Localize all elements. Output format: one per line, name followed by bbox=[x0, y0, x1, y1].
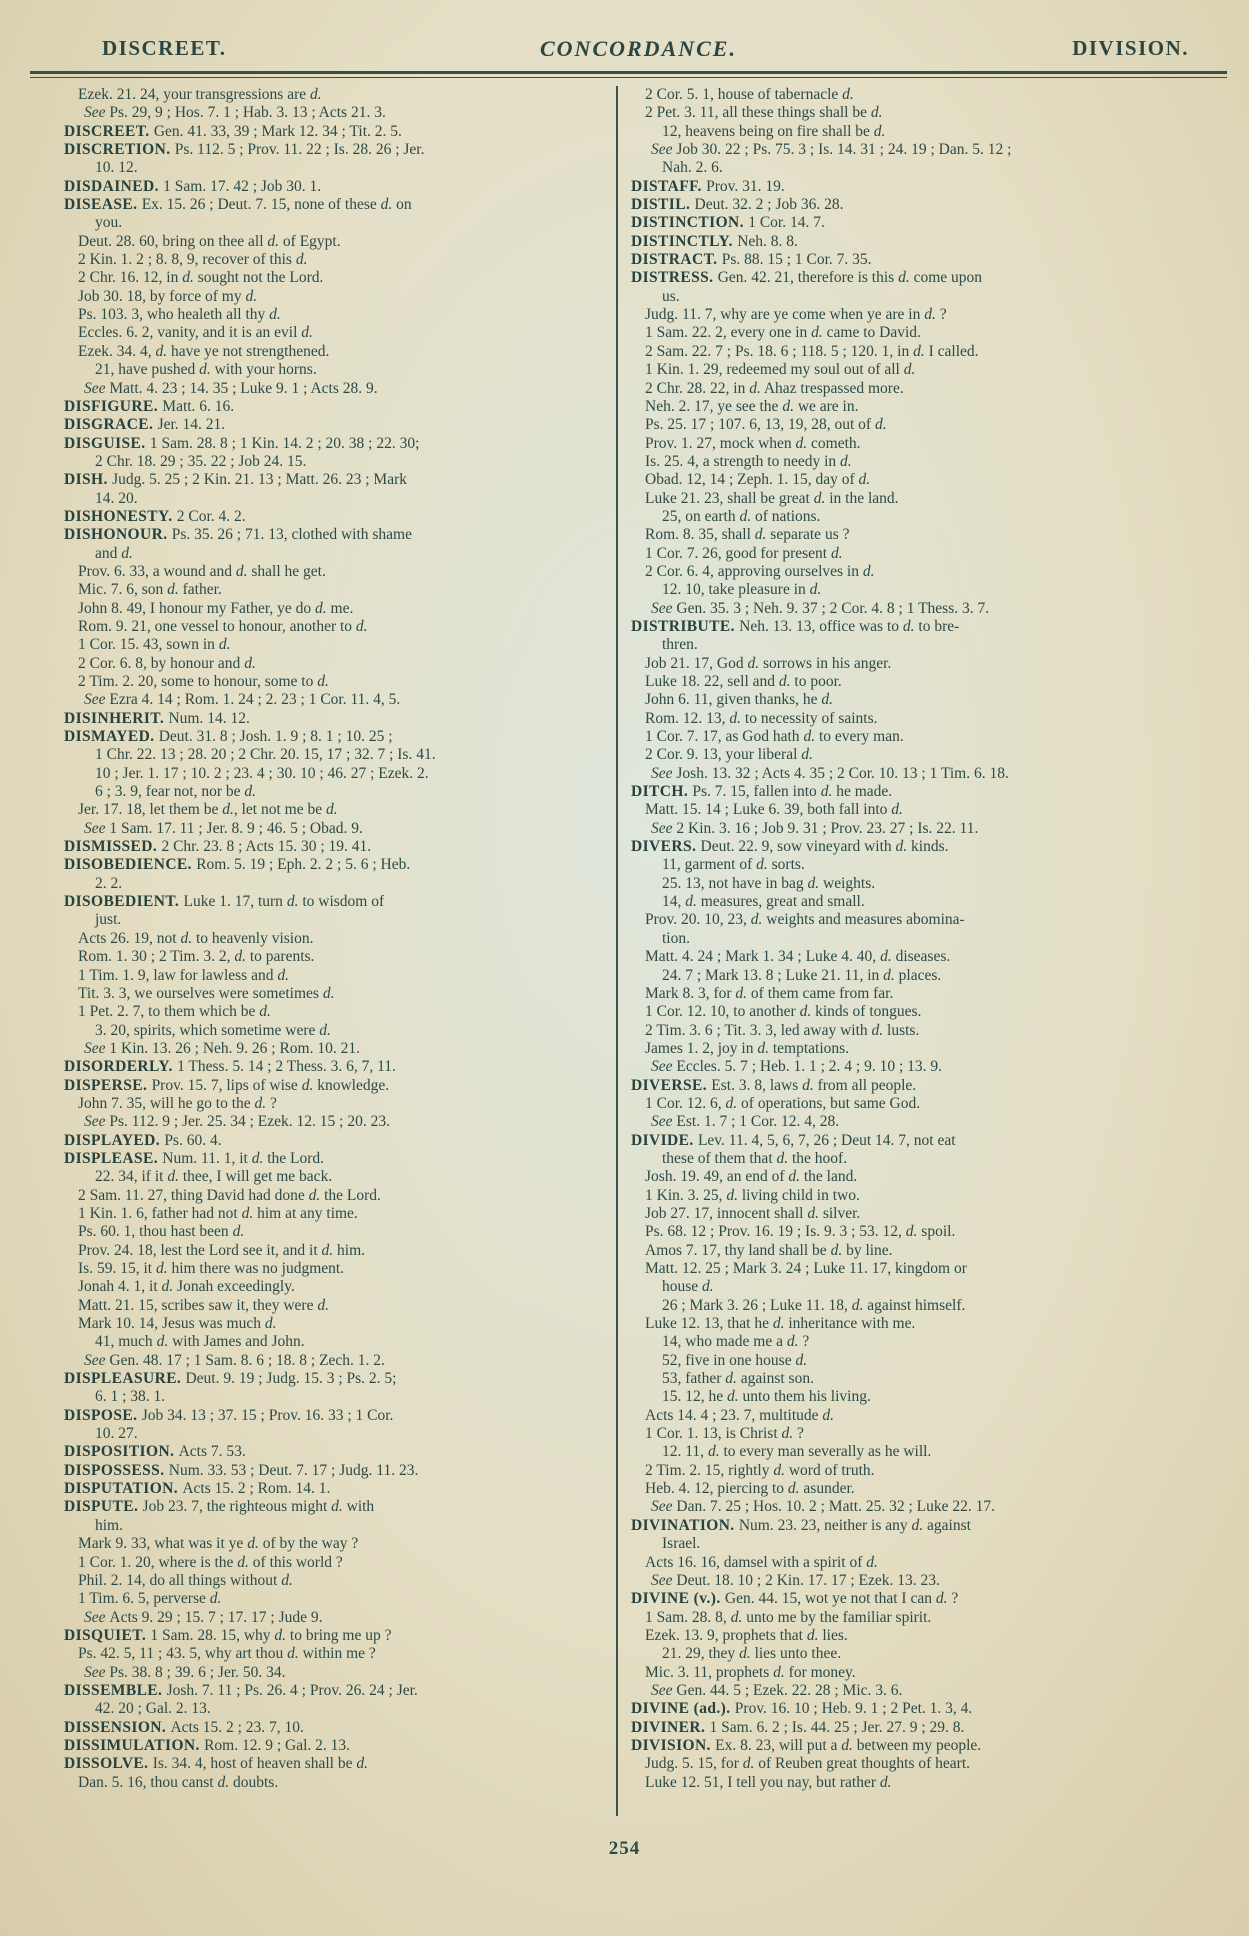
concordance-line: Acts 14. 4 ; 23. 7, multitude d. bbox=[645, 1406, 835, 1424]
concordance-line: Amos 7. 17, thy land shall be d. by line. bbox=[645, 1241, 893, 1259]
headword: DISPERSE. bbox=[64, 1076, 152, 1094]
concordance-line: DISTINCTION. 1 Cor. 14. 7. bbox=[631, 214, 825, 232]
concordance-line: DISOBEDIENT. Luke 1. 17, turn d. to wisdom of bbox=[64, 893, 385, 911]
concordance-line: Job 27. 17, innocent shall d. silver. bbox=[645, 1204, 861, 1222]
headword: DIVERS. bbox=[631, 838, 701, 856]
concordance-line: 52, five in one house d. bbox=[662, 1351, 808, 1369]
headword: DISOBEDIENT. bbox=[64, 893, 184, 911]
concordance-line: Acts 16. 16, damsel with a spirit of d. bbox=[645, 1553, 878, 1571]
concordance-line: See Deut. 18. 10 ; 2 Kin. 17. 17 ; Ezek. 13. 23. bbox=[651, 1571, 940, 1589]
concordance-line: 1 Kin. 1. 29, redeemed my soul out of all d. bbox=[645, 361, 916, 379]
concordance-line: 2 Chr. 16. 12, in d. sought not the Lord. bbox=[78, 269, 324, 287]
concordance-line: Tit. 3. 3, we ourselves were sometimes d. bbox=[78, 984, 335, 1002]
headword: DISMAYED. bbox=[64, 728, 159, 746]
concordance-line: 1 Cor. 15. 43, sown in d. bbox=[78, 636, 231, 654]
concordance-line: Prov. 20. 10, 23, d. weights and measures abomina- bbox=[645, 911, 965, 929]
headword: DISHONOUR. bbox=[64, 526, 172, 544]
headword: DISSEMBLE. bbox=[64, 1681, 167, 1699]
concordance-line: See Eccles. 5. 7 ; Heb. 1. 1 ; 2. 4 ; 9. 10 ; 13. 9. bbox=[651, 1058, 943, 1076]
concordance-line: Neh. 2. 17, ye see the d. we are in. bbox=[645, 397, 859, 415]
concordance-line: Mic. 7. 6, son d. father. bbox=[78, 581, 222, 599]
concordance-line: house d. bbox=[662, 1278, 714, 1296]
concordance-line: 1 Cor. 7. 26, good for present d. bbox=[645, 544, 843, 562]
concordance-line: See Matt. 4. 23 ; 14. 35 ; Luke 9. 1 ; Acts 28. 9. bbox=[84, 379, 378, 397]
concordance-line: DISPUTATION. Acts 15. 2 ; Rom. 14. 1. bbox=[64, 1480, 331, 1498]
concordance-line: See Ps. 29, 9 ; Hos. 7. 1 ; Hab. 3. 13 ; Acts 21. 3. bbox=[84, 104, 386, 122]
left-column bbox=[64, 86, 610, 1816]
concordance-line: DISHONESTY. 2 Cor. 4. 2. bbox=[64, 507, 246, 525]
concordance-line: 11, garment of d. sorts. bbox=[662, 856, 805, 874]
concordance-line: See Gen. 48. 17 ; 1 Sam. 8. 6 ; 18. 8 ; Zech. 1. 2. bbox=[84, 1351, 385, 1369]
concordance-line: Is. 59. 15, it d. him there was no judgment. bbox=[78, 1260, 345, 1277]
concordance-line: 2 Tim. 2. 15, rightly d. word of truth. bbox=[645, 1461, 875, 1479]
concordance-line: DISSENSION. Acts 15. 2 ; 23. 7, 10. bbox=[64, 1718, 304, 1736]
concordance-line: 1 Sam. 28. 8, d. unto me by the familiar spirit. bbox=[645, 1608, 932, 1626]
concordance-line: See 2 Kin. 3. 16 ; Job 9. 31 ; Prov. 23. 27 ; Is. 22. 11. bbox=[651, 819, 979, 837]
concordance-line: DISHONOUR. Ps. 35. 26 ; 71. 13, clothed with shame bbox=[64, 526, 412, 544]
concordance-line: 26 ; Mark 3. 26 ; Luke 11. 18, d. against himself. bbox=[662, 1296, 966, 1314]
concordance-line: DIVISION. Ex. 8. 23, will put a d. between my people. bbox=[631, 1736, 982, 1754]
concordance-line: 2 Chr. 28. 22, in d. Ahaz trespassed more. bbox=[645, 379, 904, 397]
header-book-title: CONCORDANCE. bbox=[540, 36, 737, 61]
headword: DISTIL. bbox=[631, 196, 695, 214]
concordance-line: 2 Sam. 22. 7 ; Ps. 18. 6 ; 118. 5 ; 120. 1, in d. I called. bbox=[645, 342, 979, 360]
concordance-line: Prov. 1. 27, mock when d. cometh. bbox=[645, 434, 861, 452]
headword: DISORDERLY. bbox=[64, 1058, 178, 1076]
concordance-line: DISQUIET. 1 Sam. 28. 15, why d. to bring me up ? bbox=[64, 1626, 392, 1644]
concordance-line: Mark 10. 14, Jesus was much d. bbox=[78, 1315, 277, 1333]
concordance-line: 6 ; 3. 9, fear not, nor be d. bbox=[95, 783, 256, 801]
concordance-line: DISTRACT. Ps. 88. 15 ; 1 Cor. 7. 35. bbox=[631, 251, 872, 269]
concordance-line: DIVINATION. Num. 23. 23, neither is any d. against bbox=[631, 1516, 971, 1534]
headword: DISPLEASURE. bbox=[64, 1370, 186, 1388]
headword: DISPLEASE. bbox=[64, 1149, 163, 1167]
concordance-line: 1 Tim. 6. 5, perverse d. bbox=[78, 1590, 222, 1608]
concordance-line: 2 Sam. 11. 27, thing David had done d. the Lord. bbox=[78, 1186, 381, 1204]
concordance-line: See Gen. 35. 3 ; Neh. 9. 37 ; 2 Cor. 4. 8 ; 1 Thess. 3. 7. bbox=[651, 599, 990, 617]
concordance-line: Matt. 15. 14 ; Luke 6. 39, both fall into d. bbox=[645, 801, 903, 819]
concordance-line: Job 30. 18, by force of my d. bbox=[78, 287, 258, 305]
concordance-line: Matt. 4. 24 ; Mark 1. 34 ; Luke 4. 40, d. diseases. bbox=[645, 948, 951, 966]
concordance-line: Ps. 103. 3, who healeth all thy d. bbox=[78, 306, 281, 324]
headword: DIVINATION. bbox=[631, 1516, 739, 1534]
concordance-line: DIVIDE. Lev. 11. 4, 5, 6, 7, 26 ; Deut 14. 7, not eat bbox=[631, 1131, 956, 1149]
concordance-line: Mic. 3. 11, prophets d. for money. bbox=[645, 1663, 856, 1681]
concordance-line: DISGRACE. Jer. 14. 21. bbox=[64, 416, 226, 434]
concordance-line: Jer. 17. 18, let them be d., let not me be d. bbox=[78, 801, 338, 819]
concordance-line: these of them that d. the hoof. bbox=[662, 1149, 848, 1167]
concordance-line: Matt. 21. 15, scribes saw it, they were d. bbox=[78, 1296, 329, 1314]
concordance-line: Judg. 11. 7, why are ye come when ye are in d. ? bbox=[645, 306, 947, 324]
concordance-line: 2 Chr. 18. 29 ; 35. 22 ; Job 24. 15. bbox=[95, 452, 307, 470]
concordance-line: DISTRIBUTE. Neh. 13. 13, office was to d. to bre- bbox=[631, 617, 960, 635]
concordance-line: thren. bbox=[662, 636, 698, 654]
concordance-line: 1 Kin. 1. 6, father had not d. him at any time. bbox=[78, 1204, 358, 1222]
concordance-line: DISPOSSESS. Num. 33. 53 ; Deut. 7. 17 ; Judg. 11. 23. bbox=[64, 1461, 419, 1479]
concordance-line: See Ps. 112. 9 ; Jer. 25. 34 ; Ezek. 12. 15 ; 20. 23. bbox=[84, 1113, 390, 1131]
concordance-line: DIVINE (ad.). Prov. 16. 10 ; Heb. 9. 1 ; 2 Pet. 1. 3, 4. bbox=[631, 1700, 973, 1718]
headword: DISFIGURE. bbox=[64, 397, 163, 415]
headword: DISCREET. bbox=[64, 122, 154, 140]
headword: DISMISSED. bbox=[64, 838, 162, 856]
concordance-line: Obad. 12, 14 ; Zeph. 1. 15, day of d. bbox=[645, 471, 871, 489]
concordance-line: 22. 34, if it d. thee, I will get me back. bbox=[95, 1168, 333, 1186]
concordance-line: DISOBEDIENCE. Rom. 5. 19 ; Eph. 2. 2 ; 5. 6 ; Heb. bbox=[64, 856, 411, 874]
concordance-line: 25. 13, not have in bag d. weights. bbox=[662, 874, 876, 892]
concordance-line: Ps. 25. 17 ; 107. 6, 13, 19, 28, out of d. bbox=[645, 416, 887, 434]
headword: DISEASE. bbox=[64, 196, 142, 214]
concordance-line: See Dan. 7. 25 ; Hos. 10. 2 ; Matt. 25. 32 ; Luke 22. 17. bbox=[651, 1498, 995, 1516]
concordance-line: DISFIGURE. Matt. 6. 16. bbox=[64, 397, 235, 415]
concordance-line: DISTRESS. Gen. 42. 21, therefore is this d. come upon bbox=[631, 269, 983, 287]
concordance-line: DISDAINED. 1 Sam. 17. 42 ; Job 30. 1. bbox=[64, 177, 322, 195]
concordance-line: 2 Tim. 2. 20, some to honour, some to d. bbox=[78, 673, 329, 690]
concordance-line: 14. 20. bbox=[95, 489, 138, 507]
concordance-line: DISSIMULATION. Rom. 12. 9 ; Gal. 2. 13. bbox=[64, 1736, 351, 1754]
concordance-line: DISPLEASE. Num. 11. 1, it d. the Lord. bbox=[64, 1149, 325, 1167]
concordance-line: DIVERSE. Est. 3. 8, laws d. from all people. bbox=[631, 1076, 917, 1094]
concordance-line: just. bbox=[95, 911, 122, 929]
concordance-line: DISINHERIT. Num. 14. 12. bbox=[64, 709, 250, 727]
concordance-line: Heb. 4. 12, piercing to d. asunder. bbox=[645, 1480, 855, 1498]
concordance-line: DISEASE. Ex. 15. 26 ; Deut. 7. 15, none of these d. on bbox=[64, 196, 412, 214]
concordance-line: Rom. 1. 30 ; 2 Tim. 3. 2, d. to parents. bbox=[78, 948, 315, 966]
header-left-keyword: DISCREET. bbox=[102, 36, 227, 60]
concordance-line: 1 Tim. 1. 9, law for lawless and d. bbox=[78, 966, 289, 984]
concordance-line: and d. bbox=[95, 544, 133, 562]
header-double-rule bbox=[30, 71, 1227, 78]
headword: DISPUTATION. bbox=[64, 1480, 183, 1498]
concordance-line: 2 Cor. 5. 1, house of tabernacle d. bbox=[645, 86, 854, 103]
concordance-line: Ps. 42. 5, 11 ; 43. 5, why art thou d. within me ? bbox=[78, 1645, 376, 1663]
concordance-line: Luke 12. 13, that he d. inheritance with me. bbox=[645, 1315, 916, 1333]
concordance-line: Dan. 5. 16, thou canst d. doubts. bbox=[78, 1773, 279, 1791]
concordance-line: Rom. 12. 13, d. to necessity of saints. bbox=[645, 709, 878, 727]
concordance-line: DISTIL. Deut. 32. 2 ; Job 36. 28. bbox=[631, 196, 844, 214]
concordance-line: 1 Kin. 3. 25, d. living child in two. bbox=[645, 1186, 860, 1204]
concordance-line: DISPOSITION. Acts 7. 53. bbox=[64, 1443, 246, 1461]
concordance-line: DISMISSED. 2 Chr. 23. 8 ; Acts 15. 30 ; 19. 41. bbox=[64, 838, 372, 856]
concordance-line: 12, heavens being on fire shall be d. bbox=[662, 122, 886, 140]
headword: DISTRESS. bbox=[631, 269, 718, 287]
concordance-line: 25, on earth d. of nations. bbox=[662, 507, 821, 525]
concordance-line: Mark 8. 3, for d. of them came from far. bbox=[645, 984, 894, 1002]
headword: DIVISION. bbox=[631, 1736, 716, 1754]
concordance-line: See Acts 9. 29 ; 15. 7 ; 17. 17 ; Jude 9. bbox=[84, 1608, 323, 1626]
concordance-line: DISSEMBLE. Josh. 7. 11 ; Ps. 26. 4 ; Prov. 26. 24 ; Jer. bbox=[64, 1681, 418, 1699]
concordance-line: Josh. 19. 49, an end of d. the land. bbox=[645, 1168, 858, 1186]
headword: DISHONESTY. bbox=[64, 507, 177, 525]
concordance-line: Rom. 8. 35, shall d. separate us ? bbox=[645, 526, 850, 544]
concordance-line: See Est. 1. 7 ; 1 Cor. 12. 4, 28. bbox=[651, 1113, 840, 1131]
concordance-line: 1 Cor. 1. 20, where is the d. of this world ? bbox=[78, 1553, 343, 1571]
concordance-line: Phil. 2. 14, do all things without d. bbox=[78, 1571, 293, 1589]
concordance-line: 1 Cor. 12. 6, d. of operations, but same God. bbox=[645, 1094, 921, 1112]
concordance-line: DISORDERLY. 1 Thess. 5. 14 ; 2 Thess. 3. 6, 7, 11. bbox=[64, 1058, 396, 1076]
headword: DIVERSE. bbox=[631, 1076, 712, 1094]
concordance-line: See Ezra 4. 14 ; Rom. 1. 24 ; 2. 23 ; 1 Cor. 11. 4, 5. bbox=[84, 691, 401, 709]
concordance-line: Ps. 68. 12 ; Prov. 16. 19 ; Is. 9. 3 ; 53. 12, d. spoil. bbox=[645, 1223, 956, 1241]
headword: DISQUIET. bbox=[64, 1626, 151, 1644]
concordance-line: DISPERSE. Prov. 15. 7, lips of wise d. knowledge. bbox=[64, 1076, 390, 1094]
headword: DISTRACT. bbox=[631, 251, 722, 269]
concordance-line: 24. 7 ; Mark 13. 8 ; Luke 21. 11, in d. places. bbox=[662, 966, 942, 984]
concordance-line: us. bbox=[662, 287, 680, 305]
concordance-line: See Ps. 38. 8 ; 39. 6 ; Jer. 50. 34. bbox=[84, 1663, 286, 1681]
concordance-line: Luke 12. 51, I tell you nay, but rather d. bbox=[645, 1773, 892, 1791]
concordance-line: 41, much d. with James and John. bbox=[95, 1333, 305, 1351]
concordance-line: Luke 18. 22, sell and d. to poor. bbox=[645, 673, 842, 690]
concordance-line: 10. 27. bbox=[95, 1425, 138, 1443]
concordance-line: 6. 1 ; 38. 1. bbox=[95, 1388, 166, 1406]
headword: DISTAFF. bbox=[631, 177, 707, 195]
concordance-line: DIVINE (v.). Gen. 44. 15, wot ye not that I can d. ? bbox=[631, 1590, 959, 1608]
headword: DISPUTE. bbox=[64, 1498, 143, 1516]
concordance-line: DISPLAYED. Ps. 60. 4. bbox=[64, 1131, 222, 1149]
concordance-line: See Gen. 44. 5 ; Ezek. 22. 28 ; Mic. 3. 6. bbox=[651, 1681, 903, 1699]
concordance-line: Rom. 9. 21, one vessel to honour, another to d. bbox=[78, 617, 368, 635]
concordance-line: DISTINCTLY. Neh. 8. 8. bbox=[631, 232, 798, 250]
headword: DISSOLVE. bbox=[64, 1755, 153, 1773]
headword: DISOBEDIENCE. bbox=[64, 856, 197, 874]
concordance-line: 53, father d. against son. bbox=[662, 1370, 814, 1388]
headword: DISSIMULATION. bbox=[64, 1736, 205, 1754]
concordance-line: 1 Cor. 1. 13, is Christ d. ? bbox=[645, 1425, 804, 1443]
headword: DIVIDE. bbox=[631, 1131, 698, 1149]
concordance-line: 14, who made me a d. ? bbox=[662, 1333, 810, 1351]
concordance-line: 10. 12. bbox=[95, 159, 138, 177]
concordance-line: DISPLEASURE. Deut. 9. 19 ; Judg. 15. 3 ; Ps. 2. 5; bbox=[64, 1370, 397, 1388]
concordance-line: DIVINER. 1 Sam. 6. 2 ; Is. 44. 25 ; Jer. 27. 9 ; 29. 8. bbox=[631, 1718, 965, 1736]
concordance-line: DISTAFF. Prov. 31. 19. bbox=[631, 177, 785, 195]
concordance-line: 1 Pet. 2. 7, to them which be d. bbox=[78, 1003, 271, 1021]
concordance-line: Deut. 28. 60, bring on thee all d. of Egypt. bbox=[78, 232, 341, 250]
concordance-line: Matt. 12. 25 ; Mark 3. 24 ; Luke 11. 17, kingdom or bbox=[645, 1260, 967, 1277]
concordance-line: DISPUTE. Job 23. 7, the righteous might d. with bbox=[64, 1498, 375, 1516]
concordance-line: Jonah 4. 1, it d. Jonah exceedingly. bbox=[78, 1278, 295, 1296]
concordance-line: Mark 9. 33, what was it ye d. of by the way ? bbox=[78, 1535, 359, 1553]
concordance-line: Judg. 5. 15, for d. of Reuben great thoughts of heart. bbox=[645, 1755, 971, 1773]
concordance-line: Israel. bbox=[662, 1535, 701, 1553]
headword: DISPOSE. bbox=[64, 1406, 142, 1424]
concordance-line: 14, d. measures, great and small. bbox=[662, 893, 865, 911]
concordance-line: DISMAYED. Deut. 31. 8 ; Josh. 1. 9 ; 8. 1 ; 10. 25 ; bbox=[64, 728, 393, 746]
concordance-line: John 7. 35, will he go to the d. ? bbox=[78, 1094, 277, 1112]
headword: DISTINCTION. bbox=[631, 214, 749, 232]
concordance-line: Ezek. 13. 9, prophets that d. lies. bbox=[645, 1626, 848, 1644]
concordance-line: Ezek. 34. 4, d. have ye not strengthened. bbox=[78, 342, 330, 360]
headword: DIVINE (v.). bbox=[631, 1590, 725, 1608]
concordance-line: John 6. 11, given thanks, he d. bbox=[645, 691, 833, 709]
concordance-line: you. bbox=[95, 214, 123, 232]
concordance-line: DISCRETION. Ps. 112. 5 ; Prov. 11. 22 ; Is. 28. 26 ; Jer. bbox=[64, 141, 425, 159]
concordance-line: him. bbox=[95, 1516, 123, 1534]
concordance-line: Is. 25. 4, a strength to needy in d. bbox=[645, 452, 852, 470]
concordance-line: John 8. 49, I honour my Father, ye do d. me. bbox=[78, 599, 354, 617]
concordance-line: See Josh. 13. 32 ; Acts 4. 35 ; 2 Cor. 10. 13 ; 1 Tim. 6. 18. bbox=[651, 764, 1009, 782]
headword: DISSENSION. bbox=[64, 1718, 171, 1736]
concordance-line: 2 Tim. 3. 6 ; Tit. 3. 3, led away with d. lusts. bbox=[645, 1021, 920, 1039]
concordance-line: 21. 29, they d. lies unto thee. bbox=[662, 1645, 842, 1663]
headword: DIVINER. bbox=[631, 1718, 710, 1736]
concordance-line: 2 Cor. 6. 4, approving ourselves in d. bbox=[645, 562, 875, 580]
concordance-line: 2 Kin. 1. 2 ; 8. 8, 9, recover of this d. bbox=[78, 251, 308, 269]
headword: DISH. bbox=[64, 471, 113, 489]
concordance-line: Acts 26. 19, not d. to heavenly vision. bbox=[78, 929, 314, 947]
concordance-line: See Job 30. 22 ; Ps. 75. 3 ; Is. 14. 31 ; 24. 19 ; Dan. 5. 12 ; bbox=[651, 141, 1012, 159]
concordance-line: See 1 Kin. 13. 26 ; Neh. 9. 26 ; Rom. 10. 21. bbox=[84, 1039, 360, 1057]
headword: DISGRACE. bbox=[64, 416, 158, 434]
headword: DISGUISE. bbox=[64, 434, 150, 452]
concordance-line: Nah. 2. 6. bbox=[662, 159, 723, 177]
concordance-line: 2 Cor. 6. 8, by honour and d. bbox=[78, 654, 256, 672]
concordance-line: DISGUISE. 1 Sam. 28. 8 ; 1 Kin. 14. 2 ; 20. 38 ; 22. 30; bbox=[64, 434, 420, 452]
running-header bbox=[88, 36, 1189, 66]
concordance-line: 3. 20, spirits, which sometime were d. bbox=[95, 1021, 331, 1039]
concordance-line: Prov. 24. 18, lest the Lord see it, and it d. him. bbox=[78, 1241, 366, 1259]
headword: DISTRIBUTE. bbox=[631, 617, 740, 635]
header-right-keyword: DIVISION. bbox=[1072, 36, 1189, 60]
concordance-line: James 1. 2, joy in d. temptations. bbox=[645, 1039, 850, 1057]
concordance-line: Luke 21. 23, shall be great d. in the land. bbox=[645, 489, 899, 507]
concordance-line: Prov. 6. 33, a wound and d. shall he get. bbox=[78, 562, 326, 580]
concordance-line: Ps. 60. 1, thou hast been d. bbox=[78, 1223, 245, 1241]
headword: DISINHERIT. bbox=[64, 709, 169, 727]
concordance-line: Eccles. 6. 2, vanity, and it is an evil d. bbox=[78, 324, 313, 342]
concordance-line: 15. 12, he d. unto them his living. bbox=[662, 1388, 871, 1406]
right-column bbox=[618, 86, 1199, 1816]
headword: DISPOSSESS. bbox=[64, 1461, 169, 1479]
concordance-line: 1 Cor. 12. 10, to another d. kinds of tongues. bbox=[645, 1003, 922, 1021]
concordance-line: Ezek. 21. 24, your transgressions are d. bbox=[78, 86, 322, 103]
headword: DISCRETION. bbox=[64, 141, 175, 159]
concordance-line: 1 Chr. 22. 13 ; 28. 20 ; 2 Chr. 20. 15, 17 ; 32. 7 ; Is. 41. bbox=[95, 746, 436, 764]
headword: DISPOSITION. bbox=[64, 1443, 179, 1461]
concordance-line: 1 Cor. 7. 17, as God hath d. to every man. bbox=[645, 728, 904, 746]
headword: DISPLAYED. bbox=[64, 1131, 165, 1149]
concordance-line: Job 21. 17, God d. sorrows in his anger. bbox=[645, 654, 892, 672]
headword: DITCH. bbox=[631, 783, 693, 801]
concordance-line: 12. 11, d. to every man severally as he will. bbox=[662, 1443, 932, 1461]
concordance-line: DISH. Judg. 5. 25 ; 2 Kin. 21. 13 ; Matt. 26. 23 ; Mark bbox=[64, 471, 407, 489]
page-number: 254 bbox=[608, 1838, 641, 1859]
concordance-line: See 1 Sam. 17. 11 ; Jer. 8. 9 ; 46. 5 ; Obad. 9. bbox=[84, 819, 363, 837]
concordance-line: DIVERS. Deut. 22. 9, sow vineyard with d. kinds. bbox=[631, 838, 949, 856]
concordance-line: 2 Cor. 9. 13, your liberal d. bbox=[645, 746, 813, 764]
concordance-line: DISSOLVE. Is. 34. 4, host of heaven shall be d. bbox=[64, 1755, 368, 1773]
concordance-line: 42. 20 ; Gal. 2. 13. bbox=[95, 1700, 211, 1718]
concordance-line: DISCREET. Gen. 41. 33, 39 ; Mark 12. 34 ; Tit. 2. 5. bbox=[64, 122, 402, 140]
concordance-line: tion. bbox=[662, 929, 690, 947]
concordance-line: DISPOSE. Job 34. 13 ; 37. 15 ; Prov. 16. 33 ; 1 Cor. bbox=[64, 1406, 394, 1424]
concordance-line: 2. 2. bbox=[95, 874, 123, 892]
headword: DISTINCTLY. bbox=[631, 232, 738, 250]
text-columns bbox=[64, 86, 1199, 1816]
concordance-line: DITCH. Ps. 7. 15, fallen into d. he made. bbox=[631, 783, 893, 801]
headword: DIVINE (ad.). bbox=[631, 1700, 735, 1718]
concordance-line: 10 ; Jer. 1. 17 ; 10. 2 ; 23. 4 ; 30. 10 ; 46. 27 ; Ezek. 2. bbox=[95, 764, 429, 782]
concordance-line: 12. 10, take pleasure in d. bbox=[662, 581, 822, 599]
concordance-line: 1 Sam. 22. 2, every one in d. came to David. bbox=[645, 324, 921, 342]
headword: DISDAINED. bbox=[64, 177, 164, 195]
concordance-line: 21, have pushed d. with your horns. bbox=[95, 361, 317, 379]
concordance-line: 2 Pet. 3. 11, all these things shall be d. bbox=[645, 104, 883, 122]
